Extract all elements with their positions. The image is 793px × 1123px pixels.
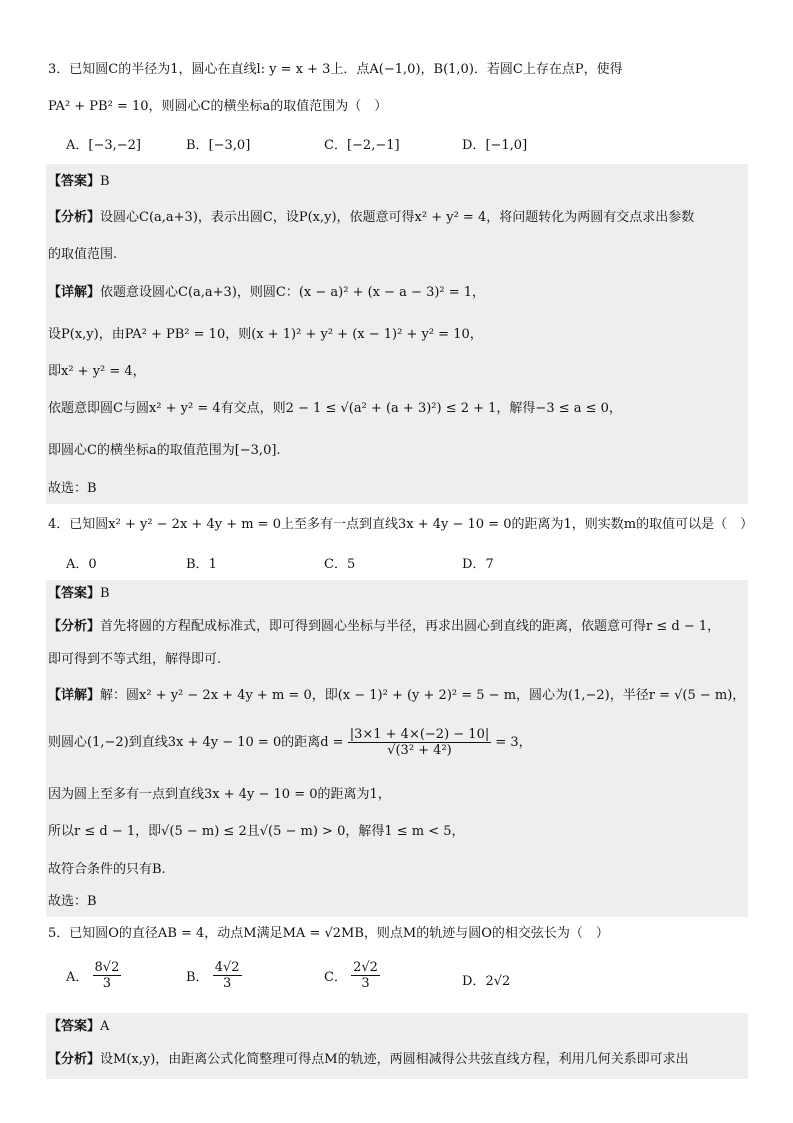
q3-stem-line2: PA² + PB² = 10，则圆心C的横坐标a的取值范围为（ ）	[48, 99, 388, 114]
q4-detail-line3: 因为圆上至多有一点到直线3x + 4y − 10 = 0的距离为1，	[48, 787, 391, 802]
q5-answer: 【答案】A	[48, 1019, 110, 1034]
q3-analysis-line1: 【分析】设圆心C(a,a+3)，表示出圆C，设P(x,y)，依题意可得x² + y² = 4，将问题转化为两圆有交点求出参数	[48, 210, 695, 225]
q3-option-b: B．[−3,0]	[186, 138, 251, 153]
distance-result: = 3，	[495, 735, 532, 750]
q4-answer: 【答案】B	[48, 586, 110, 601]
q4-option-d: D．7	[462, 557, 494, 572]
q4-choose: 故选：B	[48, 894, 97, 909]
q3-detail-line3: 即x² + y² = 4，	[48, 364, 146, 379]
section-heading: 【分析】	[48, 210, 101, 225]
q3-stem-line1: 3．已知圆C的半径为1，圆心在直线l: y = x + 3上．点A(−1,0)，B(1,0)．若圆C上存在点P，使得	[48, 62, 623, 77]
distance-numerator: |3×1 + 4×(−2) − 10|	[349, 727, 490, 742]
q4-detail-line1: 【详解】解：圆x² + y² − 2x + 4y + m = 0，即(x − 1)² + (y + 2)² = 5 − m，圆心为(1,−2)，半径r = √(5 − m)，	[48, 688, 746, 703]
q3-answer: 【答案】B	[48, 174, 110, 189]
q5-option-b-numerator: 4√2	[214, 960, 240, 975]
q5-option-b: B． $\frac{4√2}{3}$	[186, 960, 240, 991]
q3-option-a: A．[−3,−2]	[66, 138, 141, 153]
distance-denominator: √(3² + 4²)	[387, 743, 452, 758]
q5-option-b-denominator: 3	[222, 976, 232, 991]
q5-analysis-line1: 【分析】设M(x,y)，由距离公式化简整理可得点M的轨迹，两圆相减得公共弦直线方程，利用几何关系即可求出	[48, 1052, 689, 1067]
q3-analysis-line2: 的取值范围.	[48, 247, 118, 262]
q5-option-a: A． $\frac{8√2}{3}$	[66, 960, 120, 991]
q5-option-c-denominator: 3	[361, 976, 370, 991]
q4-stem: 4．已知圆x² + y² − 2x + 4y + m = 0上至多有一点到直线3x + 4y − 10 = 0的距离为1，则实数m的取值可以是（ ）	[48, 517, 754, 532]
q5-option-c-numerator: 2√2	[353, 960, 378, 975]
q4-option-a: A．0	[66, 557, 97, 572]
section-heading: 【答案】	[48, 1019, 101, 1034]
q5-option-a-denominator: 3	[102, 976, 112, 991]
q3-option-c: C．[−2,−1]	[324, 138, 400, 153]
q4-option-c: C．5	[324, 557, 356, 572]
q5-option-d: D．2√2	[462, 974, 511, 989]
q5-option-a-numerator: 8√2	[94, 960, 120, 975]
distance-fraction	[348, 727, 492, 758]
q5-option-c: C． $\frac{2√2}{3}$	[324, 960, 378, 991]
section-heading: 【详解】	[48, 285, 101, 300]
q4-detail-line4: 所以r ≤ d − 1，即√(5 − m) ≤ 2且√(5 − m) > 0，解得1 ≤ m < 5，	[48, 824, 465, 839]
q4-option-b: B．1	[186, 557, 217, 572]
q4-analysis-line1: 【分析】首先将圆的方程配成标准式，即可得到圆心坐标与半径，再求出圆心到直线的距离，依题意可得r ≤ d − 1，	[48, 619, 721, 634]
section-heading: 【分析】	[48, 619, 101, 634]
q3-choose: 故选：B	[48, 481, 97, 496]
q3-detail-line2: 设P(x,y)，由PA² + PB² = 10，则(x + 1)² + y² + (x − 1)² + y² = 10，	[48, 327, 483, 342]
section-heading: 【答案】	[48, 174, 101, 189]
q3-option-d: D．[−1,0]	[462, 138, 528, 153]
q3-detail-line1: 【详解】依题意设圆心C(a,a+3)，则圆C：(x − a)² + (x − a − 3)² = 1，	[48, 285, 486, 300]
q4-detail-line2-text: 则圆心(1,−2)到直线3x + 4y − 10 = 0的距离d =	[48, 735, 344, 750]
q4-detail-line2	[48, 727, 532, 758]
q4-analysis-line2: 即可得到不等式组，解得即可.	[48, 652, 222, 667]
q3-detail-line4: 依题意即圆C与圆x² + y² = 4有交点，则2 − 1 ≤ √(a² + (a + 3)²) ≤ 2 + 1，解得−3 ≤ a ≤ 0，	[48, 401, 622, 416]
q3-detail-line5: 即圆心C的横坐标a的取值范围为[−3,0].	[48, 443, 281, 458]
section-heading: 【答案】	[48, 586, 101, 601]
section-heading: 【分析】	[48, 1052, 101, 1067]
q4-detail-line5: 故符合条件的只有B.	[48, 862, 166, 877]
q5-stem: 5．已知圆O的直径AB = 4，动点M满足MA = √2MB，则点M的轨迹与圆O的相交弦长为（ ）	[48, 926, 609, 941]
section-heading: 【详解】	[48, 688, 101, 703]
